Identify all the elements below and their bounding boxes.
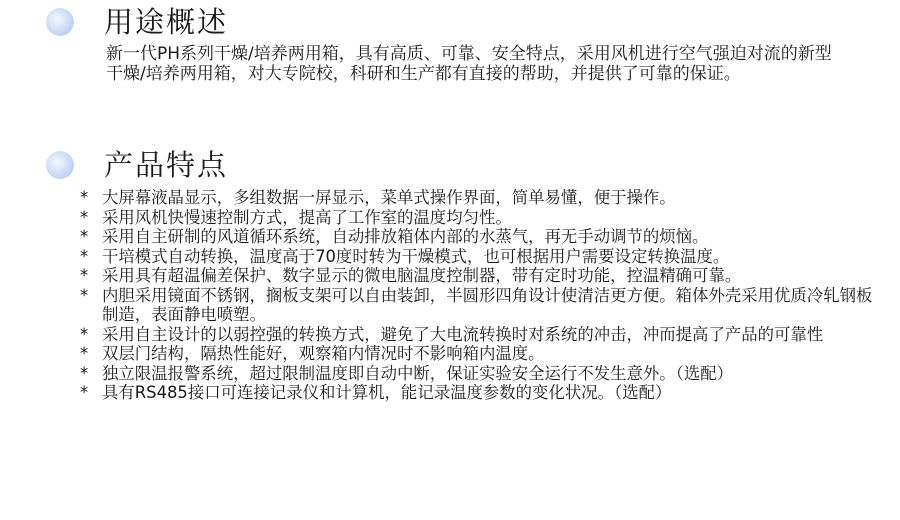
asterisk-bullet: * xyxy=(80,266,89,285)
features-section xyxy=(0,145,900,185)
list-item xyxy=(80,227,880,247)
asterisk-bullet: * xyxy=(80,383,89,402)
list-item xyxy=(80,208,880,228)
feature-text: 独立限温报警系统，超过限制温度即自动中断，保证实验安全运行不发生意外。（选配） xyxy=(102,363,734,383)
feature-text: 采用风机快慢速控制方式，提高了工作室的温度均匀性。 xyxy=(102,207,512,227)
list-item xyxy=(80,383,880,403)
asterisk-bullet: * xyxy=(80,324,89,344)
list-item xyxy=(80,344,880,364)
feature-text: 采用自主研制的风道循环系统，自动排放箱体内部的水蒸气，再无手动调节的烦恼。 xyxy=(102,227,709,246)
asterisk-bullet: * xyxy=(80,246,89,266)
features-list xyxy=(80,188,880,403)
asterisk-bullet: * xyxy=(80,188,89,207)
asterisk-bullet: * xyxy=(80,207,89,227)
usage-heading-row xyxy=(0,2,900,42)
feature-text: 双层门结构，隔热性能好，观察箱内情况时不影响箱内温度。 xyxy=(102,344,545,363)
asterisk-bullet: * xyxy=(80,227,89,246)
list-item xyxy=(80,364,880,384)
list-item xyxy=(80,266,880,286)
feature-text: 采用具有超温偏差保护、数字显示的微电脑温度控制器，带有定时功能，控温精确可靠。 xyxy=(102,266,742,285)
asterisk-bullet: * xyxy=(80,285,89,305)
feature-text: 大屏幕液晶显示，多组数据一屏显示，菜单式操作界面，简单易懂，便于操作。 xyxy=(102,188,676,207)
circle-bullet-icon xyxy=(46,151,74,179)
usage-paragraph: 新一代PH系列干燥/培养两用箱，具有高质、可靠、安全特点，采用风机进行空气强迫对流的新型干燥/培养两用箱，对大专院校，科研和生产都有直接的帮助，并提供了可靠的保证。 xyxy=(106,44,832,84)
list-item xyxy=(80,286,880,325)
list-item xyxy=(80,188,880,208)
asterisk-bullet: * xyxy=(80,344,89,363)
usage-title: 用途概述 xyxy=(104,5,229,39)
feature-text: 干培模式自动转换，温度高于70度时转为干燥模式，也可根据用户需要设定转换温度。 xyxy=(102,246,730,266)
list-item xyxy=(80,247,880,267)
feature-text: 内胆采用镜面不锈钢，搁板支架可以自由装卸，半圆形四角设计使清洁更方便。箱体外壳采用优质冷轧钢板制造，表面静电喷塑。 xyxy=(102,285,873,324)
features-title: 产品特点 xyxy=(104,148,229,182)
features-heading-row xyxy=(0,145,900,185)
feature-text: 具有RS485接口可连接记录仪和计算机，能记录温度参数的变化状况。（选配） xyxy=(102,383,672,402)
list-item xyxy=(80,325,880,345)
usage-section xyxy=(0,2,900,84)
asterisk-bullet: * xyxy=(80,363,89,383)
feature-text: 采用自主设计的以弱控强的转换方式，避免了大电流转换时对系统的冲击，冲而提高了产品的可靠性 xyxy=(102,324,824,344)
circle-bullet-icon xyxy=(46,8,74,36)
